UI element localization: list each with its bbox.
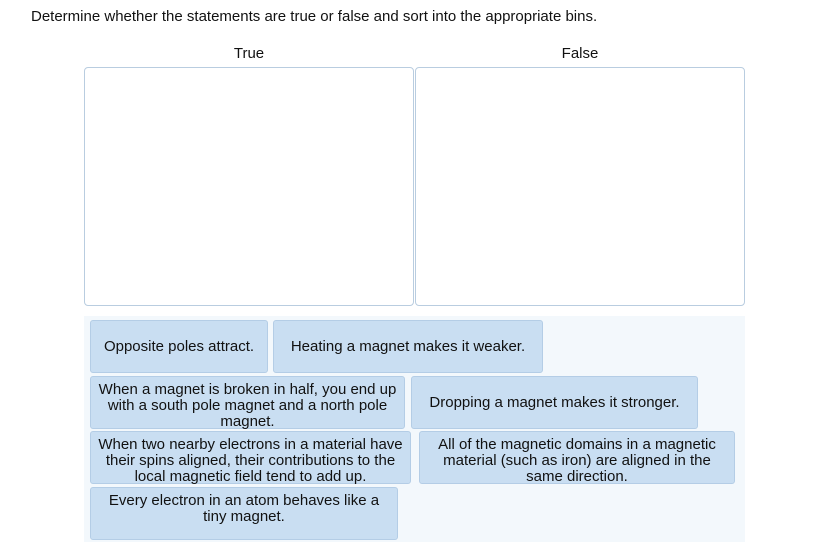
statement-tile[interactable] <box>90 431 411 484</box>
statement-tile[interactable] <box>90 320 268 373</box>
statement-text: When a magnet is broken in half, you end up with a south pole magnet and a north pole magnet. <box>98 381 397 430</box>
statement-text: Heating a magnet makes it weaker. <box>290 337 526 355</box>
statement-tile[interactable] <box>90 376 405 429</box>
statement-text: Opposite poles attract. <box>103 337 255 355</box>
statement-tile[interactable] <box>411 376 698 429</box>
statement-text: Dropping a magnet makes it stronger. <box>429 393 680 411</box>
statement-text: Every electron in an atom behaves like a tiny magnet. <box>108 492 380 525</box>
statement-tile[interactable] <box>419 431 735 484</box>
true-bin[interactable] <box>84 67 414 306</box>
statement-text: All of the magnetic domains in a magnetic material (such as iron) are aligned in the same direction. <box>438 436 716 485</box>
false-bin[interactable] <box>415 67 745 306</box>
statement-tile[interactable] <box>90 487 398 540</box>
false-bin-label: False <box>561 45 599 62</box>
statement-text: When two nearby electrons in a material have their spins aligned, their contributions to the local magnetic field tend to add up. <box>98 436 403 485</box>
statement-tile[interactable] <box>273 320 543 373</box>
true-bin-label: True <box>233 45 265 62</box>
instruction-text: Determine whether the statements are true or false and sort into the appropriate bins. <box>31 8 598 25</box>
